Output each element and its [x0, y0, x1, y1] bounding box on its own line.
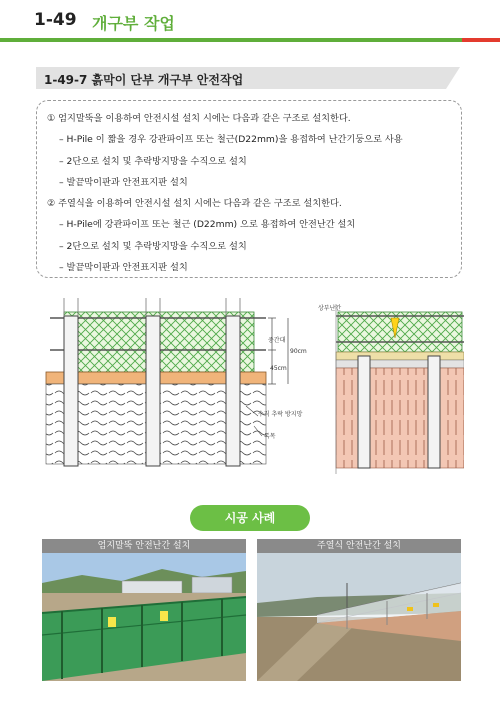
header-rule-green	[0, 38, 462, 42]
label-height-mid: 45cm	[270, 365, 287, 372]
site-photo-column-wall	[257, 553, 461, 681]
section-title: 1-49-7 흙막이 단부 개구부 안전작업	[44, 73, 244, 87]
case-examples-title: 시공 사례	[190, 505, 310, 531]
case-photo-left	[42, 539, 246, 681]
label-height-total: 90cm	[290, 348, 307, 355]
dimension-lines	[268, 318, 288, 384]
page-header	[0, 0, 500, 46]
note-item: – H-Pile에 강관파이프 또는 철근 (D22mm) 으로 용접하여 안전난간 설치	[59, 219, 356, 231]
note-item: ① 엄지말뚝을 이용하여 안전시설 설치 시에는 다음과 같은 구조로 설치한다.	[47, 113, 351, 124]
page-title: 개구부 작업	[92, 14, 175, 33]
page-number: 1-49	[34, 10, 77, 30]
case-photo-right-caption: 주열식 안전난간 설치	[257, 539, 461, 553]
instructions-box	[36, 100, 462, 278]
case-photo-left-caption: 엄지말뚝 안전난간 설치	[42, 539, 246, 553]
note-item: – 발끝막이판과 안전표지판 설치	[59, 262, 188, 274]
right-diagram	[336, 304, 464, 474]
safety-railing-diagram	[36, 298, 464, 476]
note-item: – 발끝막이판과 안전표지판 설치	[59, 176, 188, 188]
section-bar-tail	[446, 67, 460, 89]
note-item: – H-Pile 이 짧을 경우 강관파이프 또는 철근(D22mm)을 용접하여 난간기둥으로 사용	[59, 134, 403, 146]
note-item: – 2단으로 설치 및 추락방지망을 수직으로 설치	[59, 240, 247, 252]
label-net: 수직 추락 방지망	[258, 411, 303, 418]
label-top-rail: 상부난간	[318, 305, 342, 312]
left-diagram	[46, 298, 266, 466]
label-toe-board: 톡목	[264, 433, 276, 440]
site-photo-h-pile	[42, 553, 246, 681]
note-item: ② 주열식을 이용하여 안전시설 설치 시에는 다음과 같은 구조로 설치한다.	[47, 198, 342, 210]
section-title-bar	[36, 67, 446, 89]
note-item: – 2단으로 설치 및 추락방지망을 수직으로 설치	[59, 155, 247, 167]
header-rule-red	[462, 38, 500, 42]
label-mid-rail: 중간대	[268, 337, 286, 344]
case-photo-right	[257, 539, 461, 681]
